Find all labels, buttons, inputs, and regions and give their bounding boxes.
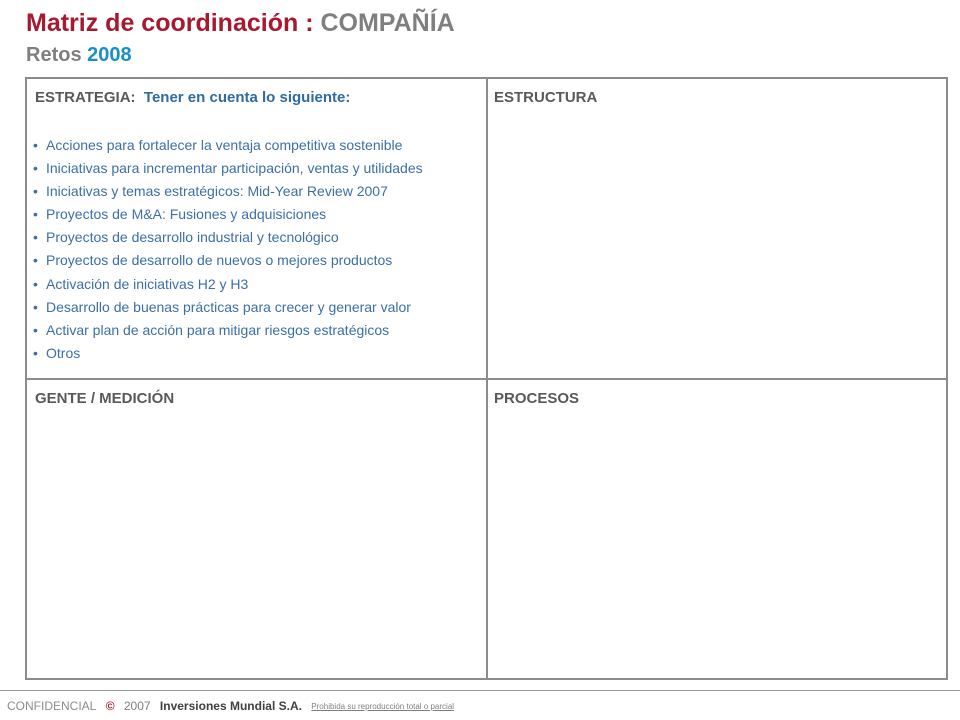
bullet-icon: • [33,160,38,177]
bullet-icon: • [33,137,38,153]
copyright-year: 2007 [123,699,151,713]
bullet-icon: • [33,321,38,338]
coordination-matrix [25,77,948,680]
bullet-icon: • [33,344,38,361]
list-item: • Iniciativas y temas estratégicos: Mid-Year Review 2007 [33,183,388,200]
copyright-icon: © [105,699,115,713]
strategy-label: ESTRATEGIA: [35,89,136,106]
page-subtitle-main: Retos [26,44,88,66]
reproduction-notice-link[interactable]: Prohibida su reproducción total o parcial [311,702,455,711]
page-subtitle-year: 2008 [87,44,132,66]
list-item: • Activar plan de acción para mitigar riesgos estratégicos [33,321,390,338]
footer-row [7,699,460,713]
list-item: • Proyectos de desarrollo de nuevos o mejores productos [33,252,393,269]
bullet-icon: • [33,206,38,223]
bullet-icon: • [33,229,38,246]
list-item: • Activación de iniciativas H2 y H3 [33,275,249,292]
structure-cell [488,79,946,380]
list-item: • Proyectos de M&A: Fusiones y adquisiciones [33,206,327,223]
list-item: • Otros [33,344,81,361]
processes-title: PROCESOS [494,390,580,407]
strategy-highlight: Tener en cuenta lo siguiente: [143,89,351,106]
processes-cell [488,380,946,678]
bullet-icon: • [33,183,38,200]
list-item: • Desarrollo de buenas prácticas para crecer y generar valor [33,298,411,315]
people-measurement-title: GENTE / MEDICIÓN [35,390,175,407]
bullet-icon: • [33,252,38,269]
strategy-title [35,89,350,106]
bullet-icon: • [33,298,38,315]
page-title [26,9,455,38]
list-item: • Acciones para fortalecer la ventaja competitiva sostenible [33,137,403,153]
people-measurement-cell [27,380,488,678]
page-title-company: COMPAÑÍA [320,9,455,37]
confidential-label: CONFIDENCIAL [7,699,97,713]
list-item: • Proyectos de desarrollo industrial y tecnológico [33,229,339,246]
page-title-main: Matriz de coordinación : [26,9,321,37]
strategy-list [33,136,423,367]
company-name: Inversiones Mundial S.A. [159,699,302,713]
strategy-cell [27,79,488,380]
list-item: • Iniciativas para incrementar participación, ventas y utilidades [33,160,423,177]
structure-title: ESTRUCTURA [494,89,598,106]
footer [0,690,960,720]
page-subtitle [26,44,132,67]
bullet-icon: • [33,275,38,292]
